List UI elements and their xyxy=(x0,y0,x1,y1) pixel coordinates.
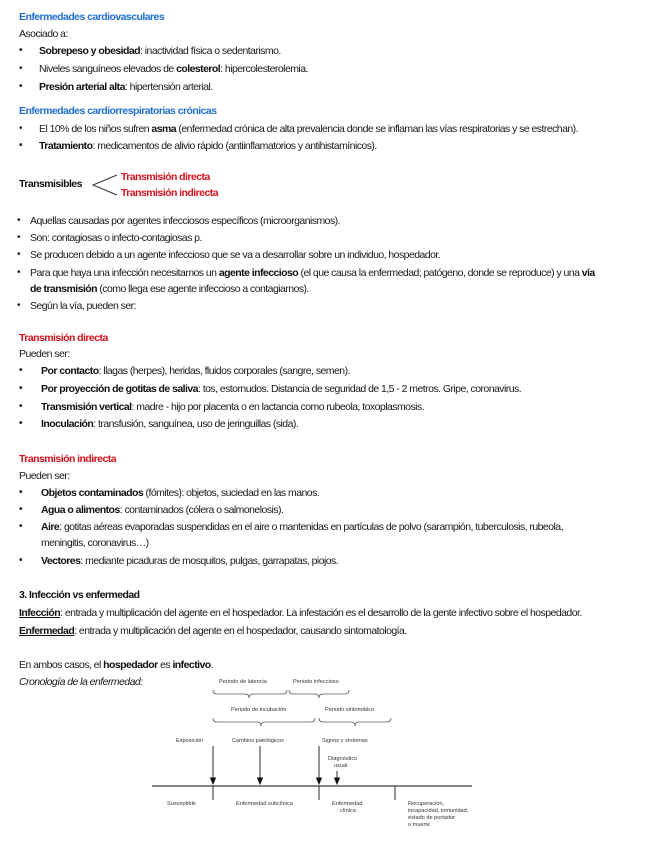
label-recuperacion-3: estado de portador xyxy=(408,815,455,821)
label-periodo-infeccioso: Periodo infeccioso xyxy=(293,679,339,685)
directa-item-1: Por contacto: llagas (herpes), heridas, fluidos corporales (sangre, semen). xyxy=(41,365,350,377)
ambos-casos: En ambos casos, el hospedador es infectivo. xyxy=(19,659,214,671)
heading-section-3: 3. Infección vs enfermedad xyxy=(19,589,140,601)
label-diagnostico: Diagnóstico xyxy=(328,756,358,762)
enfermedad-definition: Enfermedad: entrada y multiplicación del agente en el hospedador, causando sintomatología. xyxy=(19,625,407,637)
brace-infeccioso xyxy=(289,690,349,698)
label-periodo-incubacion: Periodo de incubación xyxy=(231,707,287,713)
label-signos: Signos y síntomas xyxy=(322,738,368,744)
transmisibles-label: Transmisibles xyxy=(19,178,82,190)
label-recuperacion-2: incapacidad, inmunidad, xyxy=(408,808,469,814)
label-susceptible: Susceptible xyxy=(167,801,196,807)
transmisibles-item-1: Aquellas causadas por agentes infecciosos específicos (microorganismos). xyxy=(30,215,340,227)
label-exposicion: Exposición xyxy=(176,738,204,744)
label-diagnostico-usual: usual xyxy=(334,763,348,769)
transmisibles-item-5: Según la vía, pueden ser: xyxy=(30,300,136,312)
bullet-icon: • xyxy=(19,521,23,532)
label-subclinica: Enfermedad subclínica xyxy=(236,801,293,807)
label-recuperacion: Recuperación, xyxy=(408,801,445,807)
bullet-icon: • xyxy=(19,140,23,151)
bullet-icon: • xyxy=(19,365,23,376)
bullet-icon: • xyxy=(19,81,23,92)
indirecta-item-3: Aire: gotitas aéreas evaporadas suspendidas en el aire o mantenidas en partículas de polvo (sarampión, tuberculosis, rubeola, xyxy=(41,521,563,533)
indirecta-item-4: Vectores: mediante picaduras de mosquitos, pulgas, garrapatas, piojos. xyxy=(41,555,339,567)
label-clinica: Enfermedad xyxy=(332,801,363,807)
bullet-icon: • xyxy=(19,504,23,515)
branch-directa: Transmisión directa xyxy=(121,171,210,183)
heading-cardiorrespiratorias: Enfermedades cardiorrespiratorias crónicas xyxy=(19,105,217,117)
bullet-icon: • xyxy=(19,487,23,498)
arrow-head-icon xyxy=(211,778,216,784)
transmisibles-item-3: Se producen debido a un agente infeccioso que se va a desarrollar sobre un individuo, hospedador. xyxy=(30,249,441,261)
directa-item-4: Inoculación: transfusión, sanguínea, uso de jeringuillas (sida). xyxy=(41,418,299,430)
brace-sintomatico xyxy=(319,718,391,726)
heading-transmision-directa: Transmisión directa xyxy=(19,332,108,344)
cardiorresp-item-1: El 10% de los niños sufren asma (enfermedad crónica de alta prevalencia donde se inflaman las vías respiratorias y se estrechan). xyxy=(39,123,578,135)
indirecta-intro: Pueden ser: xyxy=(19,470,70,482)
arrow-head-icon xyxy=(317,778,322,784)
arrow-head-icon xyxy=(258,778,263,784)
indirecta-item-3-cont: meningitis, coronavirus…) xyxy=(41,537,149,549)
bullet-icon: • xyxy=(19,401,23,412)
directa-intro: Pueden ser: xyxy=(19,348,70,360)
cronologia-label: Cronología de la enfermedad: xyxy=(19,676,143,688)
indirecta-item-2: Agua o alimentos: contaminados (cólera o salmonelosis). xyxy=(41,504,284,516)
bullet-icon: • xyxy=(19,123,23,134)
cardio-item-2: Niveles sanguíneos elevados de colesterol: hipercolesterolemia. xyxy=(39,63,308,75)
bullet-icon: • xyxy=(19,555,23,566)
transmisibles-item-4-cont: de transmisión (como llega ese agente infeccioso a contagiarnos). xyxy=(30,283,309,295)
cardio-item-1: Sobrepeso y obesidad: inactividad física o sedentarismo. xyxy=(39,45,281,57)
brace-incubacion xyxy=(213,718,315,726)
label-periodo-latencia: Periodo de latencia xyxy=(219,679,267,685)
bullet-icon: • xyxy=(17,249,21,260)
transmisibles-item-4: Para que haya una infección necesitamos un agente infeccioso (el que causa la enfermedad; patógeno, donde se reproduce) y una vía xyxy=(30,267,595,279)
infeccion-definition: Infección: entrada y multiplicación del agente en el hospedador. La infestación es el desarrollo de la gente infectivo sobre el hospedador. xyxy=(19,607,582,619)
branch-indirecta: Transmisión indirecta xyxy=(121,187,218,199)
arrow-head-icon xyxy=(335,778,340,784)
heading-transmision-indirecta: Transmisión indirecta xyxy=(19,453,116,465)
bullet-icon: • xyxy=(17,232,21,243)
directa-item-3: Transmisión vertical: madre - hijo por placenta o en lactancia como rubeola, toxoplasmosis. xyxy=(41,401,425,413)
bullet-icon: • xyxy=(19,63,23,74)
bullet-icon: • xyxy=(19,45,23,56)
indirecta-item-1: Objetos contaminados (fómites): objetos, suciedad en las manos. xyxy=(41,487,320,499)
label-cambios: Cambios patológicos xyxy=(232,738,284,744)
bullet-icon: • xyxy=(17,267,21,278)
cardio-intro: Asociado a: xyxy=(19,28,68,40)
label-periodo-sintomatico: Periodo sintomático xyxy=(325,707,375,713)
directa-item-2: Por proyección de gotitas de saliva: tos, estornudos. Distancia de seguridad de 1,5 - 2 metros. Gripe, coronavirus. xyxy=(41,383,522,395)
brace-latencia xyxy=(213,690,287,698)
bullet-icon: • xyxy=(19,418,23,429)
bullet-icon: • xyxy=(19,383,23,394)
cardio-item-3: Presión arterial alta: hipertensión arterial. xyxy=(39,81,213,93)
label-recuperacion-4: o muerte xyxy=(408,822,431,828)
transmisibles-item-2: Son: contagiosas o infecto-contagiosas p. xyxy=(30,232,202,244)
heading-cardiovasculares: Enfermedades cardiovasculares xyxy=(19,11,165,23)
label-clinica-2: clínica xyxy=(340,808,356,814)
cardiorresp-item-2: Tratamiento: medicamentos de alivio rápido (antiinflamatorios y antihistamínicos). xyxy=(39,140,377,152)
bullet-icon: • xyxy=(17,215,21,226)
bullet-icon: • xyxy=(17,300,21,311)
